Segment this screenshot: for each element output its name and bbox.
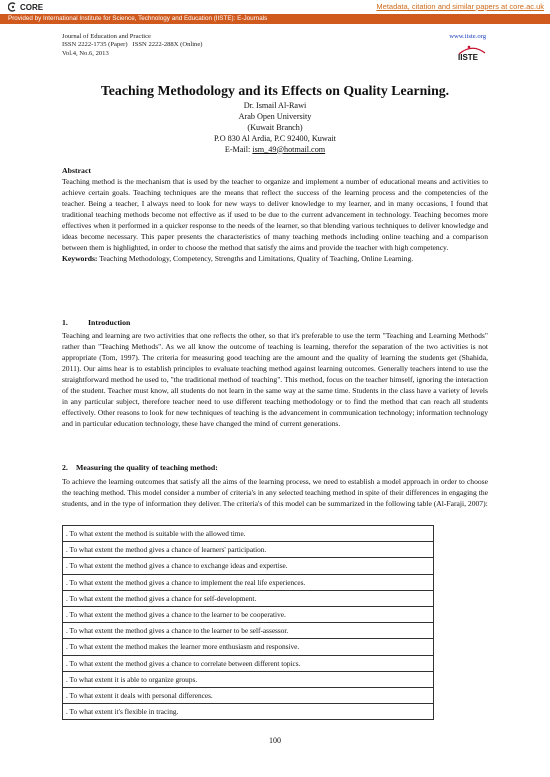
- author-name: Dr. Ismail Al-Rawi: [243, 101, 307, 110]
- table-row: [63, 606, 434, 622]
- table-row: [63, 542, 434, 558]
- author-block: [62, 101, 488, 156]
- section-2-heading: [62, 463, 218, 472]
- core-logo-icon: [8, 2, 18, 12]
- journal-volume: Vol.4, No.6, 2013: [62, 49, 109, 57]
- table-row: [63, 574, 434, 590]
- section-1-heading: [62, 318, 130, 327]
- table-row: [63, 558, 434, 574]
- provided-by-bar: [0, 14, 550, 24]
- iiste-logo: [457, 44, 487, 61]
- journal-url-link[interactable]: www.iiste.org: [449, 33, 486, 40]
- table-cell: . To what extent the method gives a chance to correlate between different topics.: [63, 655, 434, 671]
- core-logo-text: CORE: [20, 2, 44, 12]
- author-address: P.O 830 Al Ardia, P.C 92400, Kuwait: [214, 133, 336, 143]
- section-number: 2.: [62, 463, 68, 472]
- table-cell: . To what extent it is able to organize groups.: [63, 671, 434, 687]
- iiste-logo-text: IISTE: [458, 53, 479, 61]
- table-cell: . To what extent it deals with personal differences.: [63, 687, 434, 703]
- journal-issn: ISSN 2222-1735 (Paper) ISSN 2222-288X (Online): [62, 41, 203, 49]
- abstract-heading: Abstract: [62, 166, 92, 175]
- core-metadata-link[interactable]: Metadata, citation and similar papers at core.ac.uk: [376, 2, 544, 11]
- section-number: 1.: [62, 318, 68, 327]
- table-cell: . To what extent it's flexible in tracing.: [63, 704, 434, 720]
- author-branch: (Kuwait Branch): [247, 122, 303, 132]
- section-title: Introduction: [88, 318, 131, 327]
- abstract-text: Teaching method is the mechanism that is used by the teacher to organize and implement a number of educational means and activities to achieve certain goals. Teaching techniques are the means that reflect the success of the learning process and the competencies of the teacher. Being a teacher, I always need to look for new ways to deliver knowledge to my learner, and in many occasions, I found that traditional teaching methods become not effective as if used to be due to the current advancement in technology. Teaching becomes more effectives when it performed in a quicker response to the needs of the learner, so that blending various techniques to deliver knowledge and ideas become necessary. This paper presents the characteristics of many teaching methods including online teaching and a comparison between them is highlighted, in order to choose the method that satisfy the aims and provide the teacher with high competency.: [62, 177, 488, 252]
- criteria-table: [62, 525, 434, 720]
- author-affiliation: Arab Open University: [238, 111, 312, 121]
- paper-title: Teaching Methodology and its Effects on Quality Learning.: [100, 83, 450, 98]
- abstract-body: [62, 176, 488, 264]
- provided-by-text[interactable]: Provided by International Institute for Science, Technology and Education (IISTE): E-Journals: [8, 15, 268, 22]
- page-number: 100: [269, 736, 281, 745]
- table-row: [63, 687, 434, 703]
- table-cell: . To what extent the method gives a chance for self-development.: [63, 590, 434, 606]
- table-cell: . To what extent the method gives a chance of learners' participation.: [63, 542, 434, 558]
- journal-name: Journal of Education and Practice: [62, 33, 151, 40]
- email-link[interactable]: ism_49@hotmail.com: [252, 144, 326, 154]
- table-row: [63, 590, 434, 606]
- table-row: [63, 639, 434, 655]
- keywords-text: Teaching Methodology, Competency, Strengths and Limitations, Quality of Teaching, Online Learning.: [97, 254, 414, 263]
- table-cell: . To what extent the method gives a chance to exchange ideas and expertise.: [63, 558, 434, 574]
- table-row: [63, 623, 434, 639]
- table-cell: . To what extent the method is suitable with the allowed time.: [63, 526, 434, 542]
- table-cell: . To what extent the method gives a chance to implement the real life experiences.: [63, 574, 434, 590]
- journal-info: [62, 33, 202, 58]
- table-row: [63, 655, 434, 671]
- section-2-text: To achieve the learning outcomes that satisfy all the aims of the learning process, we need to establish a model approach in order to choose the teaching method. This model consider a number of criteria's in any selected teaching method in spite of their differences in engaging the students, and in the type of information they deliver. The criteria's of this model can be summarized in the following table (Al-Faraji, 2007):: [62, 477, 488, 508]
- email-label: E-Mail:: [224, 144, 253, 154]
- table-cell: . To what extent the method gives a chance to the learner to be cooperative.: [63, 606, 434, 622]
- core-header-bar: [0, 0, 550, 14]
- table-row: [63, 704, 434, 720]
- keywords-label: Keywords:: [62, 254, 98, 263]
- author-email: [62, 145, 488, 156]
- section-title: Measuring the quality of teaching method:: [76, 463, 218, 472]
- table-row: [63, 671, 434, 687]
- table-row: [63, 526, 434, 542]
- section-1-text: Teaching and learning are two activities that one reflects the other, so that it's preferable to use the term "Teaching and Learning Methods" rather than "Teaching Methods". As we all know the outcome of teaching is learning, therefor the separation of the two activities is not appropriate (Tom, 1997). The criteria for measuring good teaching are the amount and the quality of learning the students get (Shahida, 2011). Our aims hear is to establish principles to evaluate teaching method against learning outcomes. Generally teachers intend to use the straightforward method he used to, "the traditional method of teaching". This method, focus on the teacher himself, ignoring the interaction of the student. Teacher must know, all students do not learn in the same way at the same time. Students in the class have a variety of levels in any particular subject, therefore teacher need to use different teaching methodology or to find the method that can reach all students effectively. Other reasons to look for new techniques of teaching is the advancement in communication technology; information technology and in particular education technology, these have changed the mind of current generations.: [62, 331, 488, 428]
- table-cell: . To what extent the method gives a chance to the learner to be self-assessor.: [63, 623, 434, 639]
- core-logo[interactable]: [8, 2, 43, 12]
- table-cell: . To what extent the method makes the learner more enthusiasm and responsive.: [63, 639, 434, 655]
